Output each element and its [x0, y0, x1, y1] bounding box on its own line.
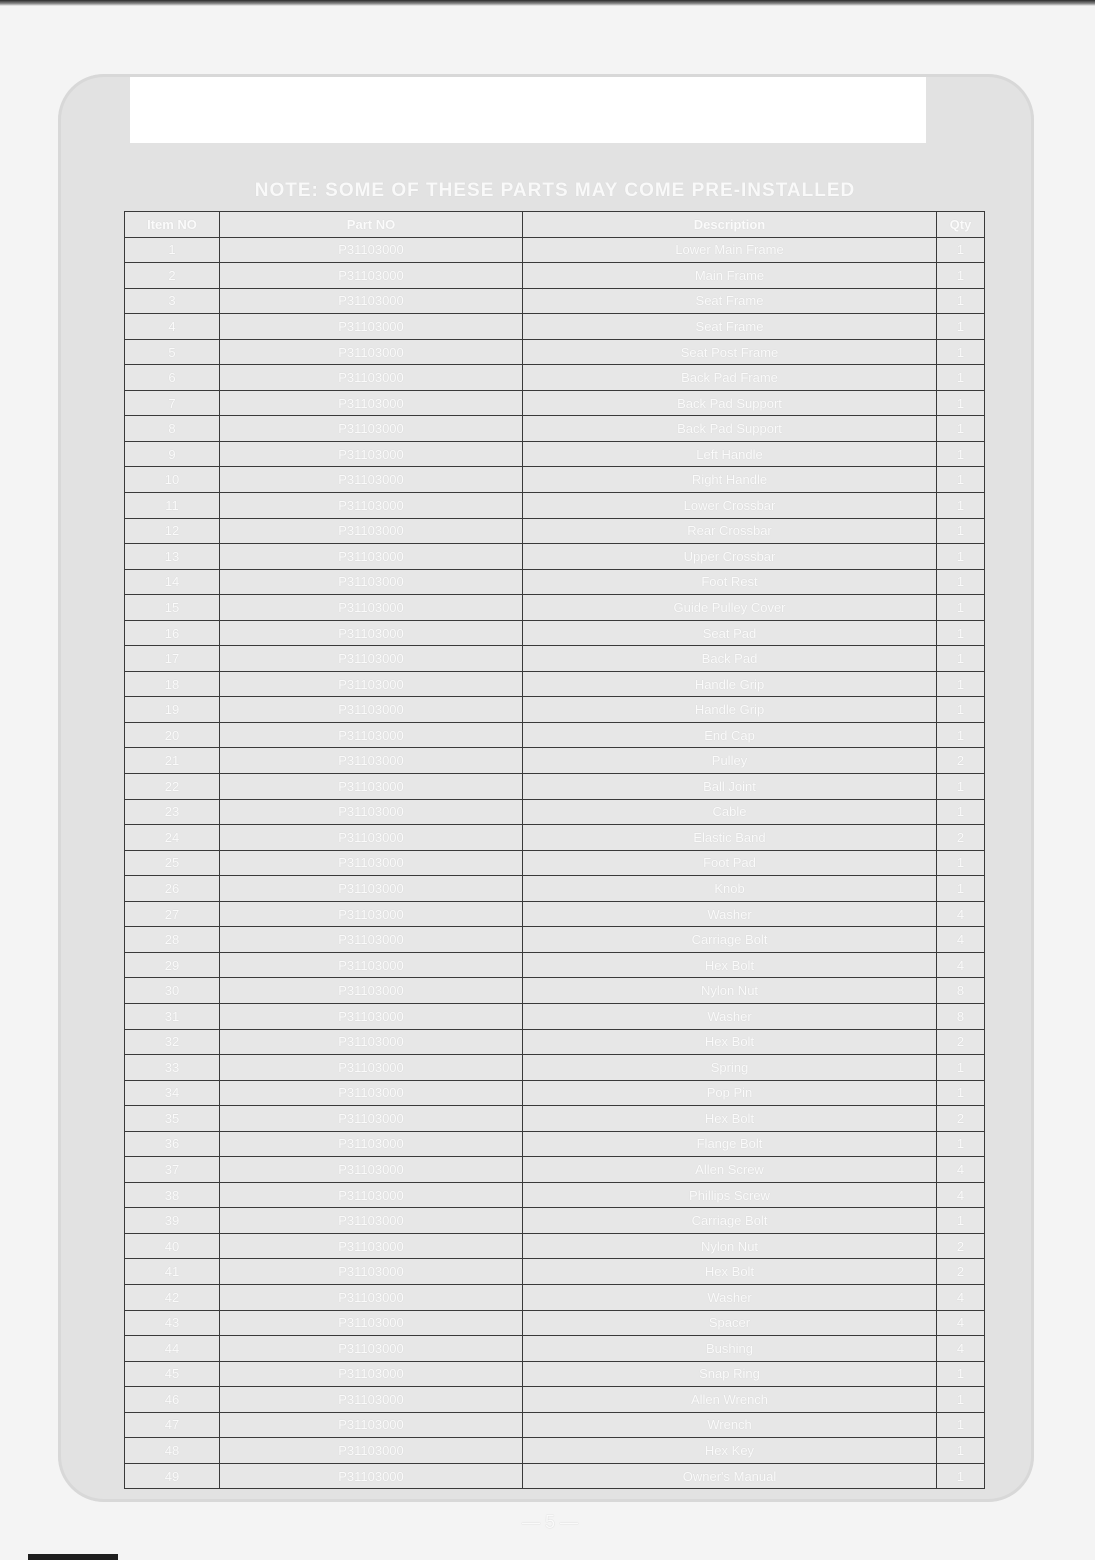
- cell-qty: 1: [937, 1361, 985, 1387]
- cell-description: Allen Wrench: [523, 1387, 937, 1413]
- cell-item-no: 22: [125, 774, 220, 800]
- table-row: [125, 850, 985, 876]
- cell-description: Washer: [523, 1284, 937, 1310]
- cell-description: Seat Frame: [523, 288, 937, 314]
- cell-part-no: P31103000: [220, 1463, 523, 1489]
- cell-description: Hex Bolt: [523, 952, 937, 978]
- cell-part-no: P31103000: [220, 467, 523, 493]
- cell-description: Wrench: [523, 1412, 937, 1438]
- table-row: [125, 1361, 985, 1387]
- cell-part-no: P31103000: [220, 876, 523, 902]
- table-row: [125, 390, 985, 416]
- cell-qty: 1: [937, 288, 985, 314]
- cell-qty: 1: [937, 722, 985, 748]
- cell-qty: 8: [937, 978, 985, 1004]
- cell-qty: 2: [937, 748, 985, 774]
- cell-qty: 1: [937, 416, 985, 442]
- cell-description: Flange Bolt: [523, 1131, 937, 1157]
- cell-part-no: P31103000: [220, 1080, 523, 1106]
- cell-part-no: P31103000: [220, 850, 523, 876]
- cell-item-no: 8: [125, 416, 220, 442]
- cell-part-no: P31103000: [220, 1387, 523, 1413]
- cell-part-no: P31103000: [220, 620, 523, 646]
- cell-item-no: 43: [125, 1310, 220, 1336]
- cell-item-no: 18: [125, 671, 220, 697]
- cell-qty: 1: [937, 518, 985, 544]
- cell-item-no: 27: [125, 901, 220, 927]
- cell-description: Hex Key: [523, 1438, 937, 1464]
- cell-description: Seat Pad: [523, 620, 937, 646]
- table-row: [125, 901, 985, 927]
- cell-qty: 4: [937, 952, 985, 978]
- cell-part-no: P31103000: [220, 646, 523, 672]
- table-row: [125, 365, 985, 391]
- cell-qty: 1: [937, 569, 985, 595]
- cell-description: Foot Rest: [523, 569, 937, 595]
- cell-item-no: 2: [125, 263, 220, 289]
- table-row: [125, 748, 985, 774]
- cell-qty: 1: [937, 620, 985, 646]
- cell-qty: 1: [937, 237, 985, 263]
- cell-description: Seat Post Frame: [523, 339, 937, 365]
- cell-description: Snap Ring: [523, 1361, 937, 1387]
- cell-item-no: 12: [125, 518, 220, 544]
- cell-item-no: 14: [125, 569, 220, 595]
- table-row: [125, 416, 985, 442]
- cell-description: End Cap: [523, 722, 937, 748]
- cell-description: Upper Crossbar: [523, 544, 937, 570]
- cell-part-no: P31103000: [220, 978, 523, 1004]
- cell-qty: 1: [937, 493, 985, 519]
- cell-item-no: 20: [125, 722, 220, 748]
- cell-part-no: P31103000: [220, 1259, 523, 1285]
- cell-item-no: 36: [125, 1131, 220, 1157]
- cell-part-no: P31103000: [220, 365, 523, 391]
- table-row: [125, 467, 985, 493]
- cell-part-no: P31103000: [220, 1233, 523, 1259]
- cell-description: Hex Bolt: [523, 1106, 937, 1132]
- cell-item-no: 13: [125, 544, 220, 570]
- table-row: [125, 1131, 985, 1157]
- header-box: [130, 77, 926, 143]
- cell-part-no: P31103000: [220, 748, 523, 774]
- cell-qty: 1: [937, 1463, 985, 1489]
- cell-item-no: 21: [125, 748, 220, 774]
- table-row: [125, 441, 985, 467]
- cell-item-no: 23: [125, 799, 220, 825]
- table-row: [125, 952, 985, 978]
- table-row: [125, 1233, 985, 1259]
- table-row: [125, 1208, 985, 1234]
- cell-item-no: 45: [125, 1361, 220, 1387]
- cell-item-no: 7: [125, 390, 220, 416]
- cell-part-no: P31103000: [220, 1029, 523, 1055]
- parts-table-body: [125, 237, 985, 1489]
- table-row: [125, 825, 985, 851]
- cell-qty: 2: [937, 825, 985, 851]
- cell-part-no: P31103000: [220, 1157, 523, 1183]
- header-item-no: Item NO: [125, 212, 220, 238]
- cell-description: Lower Crossbar: [523, 493, 937, 519]
- cell-item-no: 38: [125, 1182, 220, 1208]
- cell-item-no: 49: [125, 1463, 220, 1489]
- table-row: [125, 314, 985, 340]
- cell-description: Guide Pulley Cover: [523, 595, 937, 621]
- cell-item-no: 16: [125, 620, 220, 646]
- cell-qty: 4: [937, 1284, 985, 1310]
- table-row: [125, 1438, 985, 1464]
- cell-qty: 1: [937, 339, 985, 365]
- cell-part-no: P31103000: [220, 390, 523, 416]
- cell-part-no: P31103000: [220, 927, 523, 953]
- cell-description: Nylon Nut: [523, 978, 937, 1004]
- cell-part-no: P31103000: [220, 237, 523, 263]
- cell-qty: 1: [937, 467, 985, 493]
- cell-part-no: P31103000: [220, 1438, 523, 1464]
- cell-part-no: P31103000: [220, 1412, 523, 1438]
- cell-description: Bushing: [523, 1336, 937, 1362]
- cell-qty: 1: [937, 365, 985, 391]
- cell-part-no: P31103000: [220, 1055, 523, 1081]
- cell-qty: 1: [937, 646, 985, 672]
- cell-item-no: 5: [125, 339, 220, 365]
- cell-description: Right Handle: [523, 467, 937, 493]
- cell-qty: 1: [937, 850, 985, 876]
- cell-qty: 1: [937, 1055, 985, 1081]
- cell-qty: 2: [937, 1259, 985, 1285]
- table-row: [125, 237, 985, 263]
- table-row: [125, 1080, 985, 1106]
- table-row: [125, 1336, 985, 1362]
- cell-description: Foot Pad: [523, 850, 937, 876]
- cell-part-no: P31103000: [220, 544, 523, 570]
- cell-description: Lower Main Frame: [523, 237, 937, 263]
- cell-part-no: P31103000: [220, 1131, 523, 1157]
- table-row: [125, 339, 985, 365]
- cell-qty: 1: [937, 390, 985, 416]
- cell-qty: 4: [937, 1310, 985, 1336]
- cell-item-no: 9: [125, 441, 220, 467]
- table-row: [125, 1387, 985, 1413]
- table-row: [125, 288, 985, 314]
- cell-description: Knob: [523, 876, 937, 902]
- cell-part-no: P31103000: [220, 493, 523, 519]
- cell-item-no: 19: [125, 697, 220, 723]
- table-row: [125, 1259, 985, 1285]
- cell-description: Owner's Manual: [523, 1463, 937, 1489]
- cell-description: Back Pad: [523, 646, 937, 672]
- cell-part-no: P31103000: [220, 1336, 523, 1362]
- cell-part-no: P31103000: [220, 1310, 523, 1336]
- table-row: [125, 569, 985, 595]
- cell-description: Handle Grip: [523, 697, 937, 723]
- cell-part-no: P31103000: [220, 288, 523, 314]
- preinstalled-note: NOTE: SOME OF THESE PARTS MAY COME PRE-INSTALLED: [254, 180, 856, 201]
- cell-item-no: 47: [125, 1412, 220, 1438]
- table-row: [125, 646, 985, 672]
- cell-qty: 1: [937, 441, 985, 467]
- cell-description: Rear Crossbar: [523, 518, 937, 544]
- cell-description: Handle Grip: [523, 671, 937, 697]
- cell-description: Pop Pin: [523, 1080, 937, 1106]
- cell-description: Allen Screw: [523, 1157, 937, 1183]
- table-row: [125, 978, 985, 1004]
- table-row: [125, 1310, 985, 1336]
- parts-table: [124, 211, 985, 1489]
- cell-qty: 1: [937, 697, 985, 723]
- table-row: [125, 876, 985, 902]
- cell-item-no: 44: [125, 1336, 220, 1362]
- cell-item-no: 1: [125, 237, 220, 263]
- cell-item-no: 11: [125, 493, 220, 519]
- cell-description: Washer: [523, 1003, 937, 1029]
- cell-item-no: 4: [125, 314, 220, 340]
- cell-item-no: 29: [125, 952, 220, 978]
- cell-description: Seat Frame: [523, 314, 937, 340]
- cell-part-no: P31103000: [220, 1106, 523, 1132]
- cell-qty: 4: [937, 1157, 985, 1183]
- cell-item-no: 33: [125, 1055, 220, 1081]
- table-row: [125, 1106, 985, 1132]
- header-description: Description: [523, 212, 937, 238]
- cell-part-no: P31103000: [220, 1182, 523, 1208]
- cell-item-no: 26: [125, 876, 220, 902]
- cell-qty: 1: [937, 799, 985, 825]
- cell-description: Left Handle: [523, 441, 937, 467]
- cell-qty: 4: [937, 1336, 985, 1362]
- cell-qty: 1: [937, 544, 985, 570]
- cell-qty: 1: [937, 263, 985, 289]
- table-row: [125, 544, 985, 570]
- cell-description: Washer: [523, 901, 937, 927]
- cell-item-no: 17: [125, 646, 220, 672]
- cell-item-no: 10: [125, 467, 220, 493]
- cell-description: Spacer: [523, 1310, 937, 1336]
- cell-part-no: P31103000: [220, 518, 523, 544]
- cell-part-no: P31103000: [220, 799, 523, 825]
- cell-item-no: 41: [125, 1259, 220, 1285]
- table-row: [125, 671, 985, 697]
- cell-qty: 1: [937, 1387, 985, 1413]
- table-row: [125, 1412, 985, 1438]
- cell-item-no: 25: [125, 850, 220, 876]
- cell-item-no: 3: [125, 288, 220, 314]
- table-row: [125, 1157, 985, 1183]
- cell-description: Carriage Bolt: [523, 1208, 937, 1234]
- cell-item-no: 40: [125, 1233, 220, 1259]
- table-row: [125, 620, 985, 646]
- table-row: [125, 1003, 985, 1029]
- cell-qty: 4: [937, 927, 985, 953]
- cell-part-no: P31103000: [220, 697, 523, 723]
- cell-part-no: P31103000: [220, 595, 523, 621]
- cell-qty: 1: [937, 1412, 985, 1438]
- cell-qty: 1: [937, 1131, 985, 1157]
- cell-item-no: 42: [125, 1284, 220, 1310]
- cell-qty: 4: [937, 1182, 985, 1208]
- cell-part-no: P31103000: [220, 1361, 523, 1387]
- table-row: [125, 518, 985, 544]
- cell-part-no: P31103000: [220, 314, 523, 340]
- page-number: — 5 —: [521, 1512, 578, 1532]
- cell-item-no: 30: [125, 978, 220, 1004]
- table-row: [125, 493, 985, 519]
- cell-item-no: 28: [125, 927, 220, 953]
- header-qty: Qty: [937, 212, 985, 238]
- cell-description: Back Pad Frame: [523, 365, 937, 391]
- table-row: [125, 1284, 985, 1310]
- cell-part-no: P31103000: [220, 339, 523, 365]
- cell-part-no: P31103000: [220, 441, 523, 467]
- table-row: [125, 697, 985, 723]
- cell-qty: 2: [937, 1233, 985, 1259]
- cell-item-no: 6: [125, 365, 220, 391]
- cell-part-no: P31103000: [220, 1284, 523, 1310]
- cell-qty: 2: [937, 1029, 985, 1055]
- cell-qty: 2: [937, 1106, 985, 1132]
- table-row: [125, 595, 985, 621]
- scan-edge-mark: [28, 1554, 118, 1560]
- table-row: [125, 799, 985, 825]
- cell-part-no: P31103000: [220, 1003, 523, 1029]
- cell-part-no: P31103000: [220, 825, 523, 851]
- table-row: [125, 1029, 985, 1055]
- cell-item-no: 15: [125, 595, 220, 621]
- table-row: [125, 1055, 985, 1081]
- cell-description: Back Pad Support: [523, 390, 937, 416]
- table-row: [125, 927, 985, 953]
- cell-description: Hex Bolt: [523, 1259, 937, 1285]
- cell-qty: 1: [937, 1208, 985, 1234]
- cell-part-no: P31103000: [220, 671, 523, 697]
- cell-description: Cable: [523, 799, 937, 825]
- cell-qty: 4: [937, 901, 985, 927]
- cell-part-no: P31103000: [220, 774, 523, 800]
- cell-item-no: 31: [125, 1003, 220, 1029]
- cell-qty: 1: [937, 1438, 985, 1464]
- cell-qty: 1: [937, 595, 985, 621]
- cell-qty: 1: [937, 774, 985, 800]
- cell-part-no: P31103000: [220, 952, 523, 978]
- cell-qty: 1: [937, 876, 985, 902]
- cell-description: Phillips Screw: [523, 1182, 937, 1208]
- page-top-edge: [0, 0, 1095, 6]
- cell-description: Spring: [523, 1055, 937, 1081]
- cell-qty: 1: [937, 1080, 985, 1106]
- cell-item-no: 24: [125, 825, 220, 851]
- cell-description: Back Pad Support: [523, 416, 937, 442]
- table-row: [125, 722, 985, 748]
- cell-description: Pulley: [523, 748, 937, 774]
- cell-description: Nylon Nut: [523, 1233, 937, 1259]
- cell-part-no: P31103000: [220, 569, 523, 595]
- cell-qty: 8: [937, 1003, 985, 1029]
- cell-description: Carriage Bolt: [523, 927, 937, 953]
- cell-part-no: P31103000: [220, 416, 523, 442]
- table-header-row: [125, 212, 985, 238]
- table-row: [125, 1463, 985, 1489]
- cell-item-no: 34: [125, 1080, 220, 1106]
- cell-qty: 1: [937, 671, 985, 697]
- table-row: [125, 774, 985, 800]
- cell-item-no: 46: [125, 1387, 220, 1413]
- cell-part-no: P31103000: [220, 1208, 523, 1234]
- cell-description: Main Frame: [523, 263, 937, 289]
- table-row: [125, 263, 985, 289]
- cell-description: Ball Joint: [523, 774, 937, 800]
- cell-item-no: 48: [125, 1438, 220, 1464]
- header-part-no: Part NO: [220, 212, 523, 238]
- table-row: [125, 1182, 985, 1208]
- cell-item-no: 39: [125, 1208, 220, 1234]
- cell-qty: 1: [937, 314, 985, 340]
- cell-part-no: P31103000: [220, 263, 523, 289]
- cell-item-no: 37: [125, 1157, 220, 1183]
- cell-item-no: 35: [125, 1106, 220, 1132]
- cell-part-no: P31103000: [220, 722, 523, 748]
- cell-description: Hex Bolt: [523, 1029, 937, 1055]
- cell-part-no: P31103000: [220, 901, 523, 927]
- cell-description: Elastic Band: [523, 825, 937, 851]
- cell-item-no: 32: [125, 1029, 220, 1055]
